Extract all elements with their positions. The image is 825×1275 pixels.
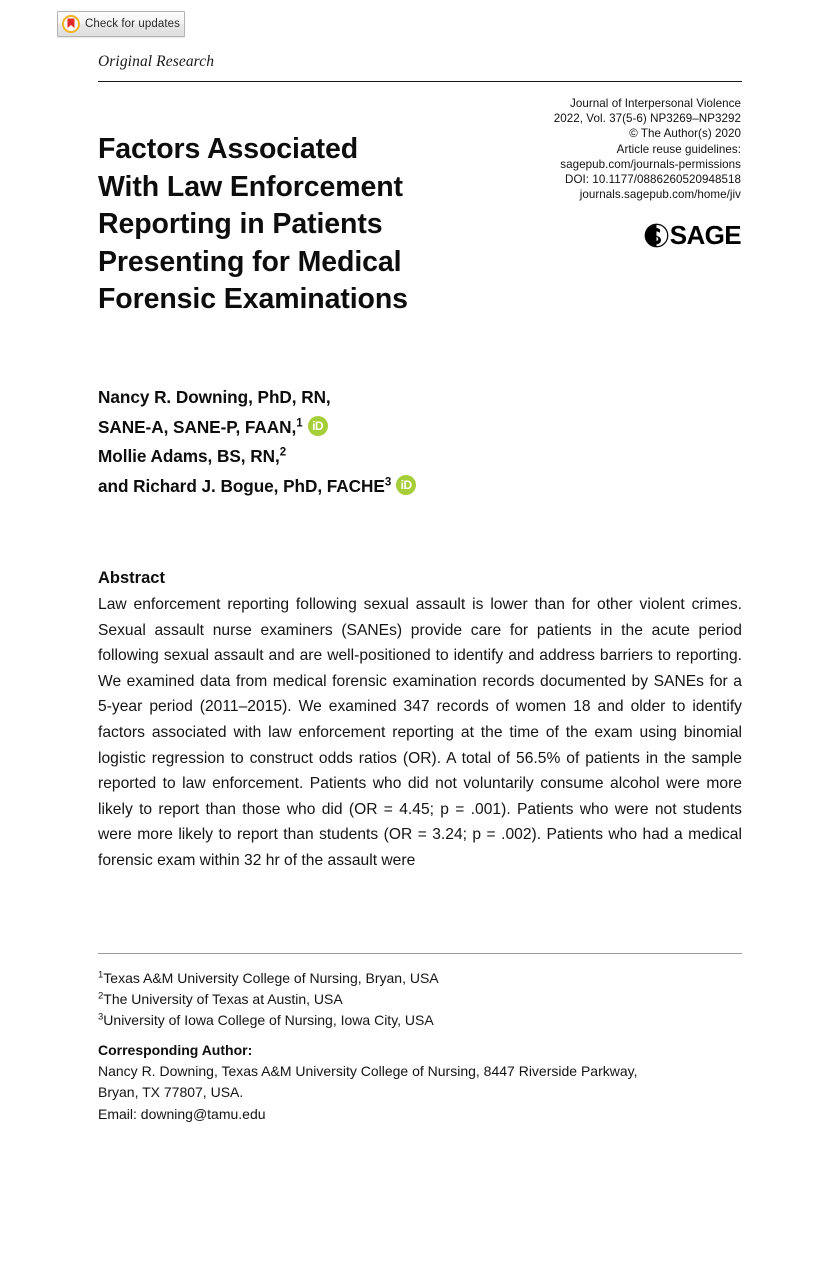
author-line-3 — [98, 442, 698, 472]
permissions-link[interactable]: sagepub.com/journals-permissions — [560, 157, 741, 171]
affiliation-text-1: Texas A&M University College of Nursing, Bryan, USA — [103, 970, 439, 986]
author-name-adams: Mollie Adams, BS, RN, — [98, 446, 280, 466]
author-line-2 — [98, 413, 698, 443]
header-divider — [98, 81, 742, 82]
affiliation-marker-3: 3 — [384, 475, 392, 488]
corresponding-author-line-1: Nancy R. Downing, Texas A&M University College of Nursing, 8447 Riverside Parkway, — [98, 1063, 638, 1079]
title-line-4: Presenting for Medical — [98, 245, 402, 278]
author-name-bogue: and Richard J. Bogue, PhD, FACHE — [98, 475, 385, 496]
author-line-1 — [98, 383, 698, 413]
crossmark-icon — [62, 15, 80, 33]
corresponding-author-address — [98, 1061, 742, 1103]
affiliation-text-3: University of Iowa College of Nursing, Iowa City, USA — [103, 1011, 434, 1028]
abstract-text: Law enforcement reporting following sexual assault is lower than for other violent crimes. Sexual assault nurse examiners (SANEs) provide care for patients in the acute period following sexual assault and are well-positioned to identify and address barriers to reporting. We examined data from medical forensic examination records documented by SANEs for a 5-year period (2011–2015). We examined 347 records of women 18 and older to identify factors associated with law enforcement reporting at the time of the exam using binomial logistic regression to construct odds ratios (OR). A total of 56.5% of patients in the sample reported to law enforcement. Patients who did not voluntarily consume alcohol were more likely to report than those who did (OR = 4.45; p = .001). Patients who were not students were more likely to report than students (OR = 3.24; p = .002). Patients who had a medical forensic exam within 32 hr of the assault were — [98, 596, 742, 869]
journal-volume-pages: 2022, Vol. 37(5-6) NP3269–NP3292 — [553, 112, 741, 126]
title-line-3: Reporting in Patients — [98, 208, 383, 241]
title-line-5: Forensic Examinations — [98, 283, 408, 316]
check-for-updates-button[interactable] — [57, 11, 185, 37]
title-line-1: Factors Associated — [98, 133, 359, 166]
author-name-downing: Nancy R. Downing, PhD, RN, — [98, 387, 331, 407]
affiliation-sup-2: 2 — [98, 990, 104, 1002]
sage-publisher-logo — [644, 222, 741, 248]
corresponding-author-email[interactable]: Email: downing@tamu.edu — [98, 1106, 266, 1122]
affiliation-item — [98, 968, 742, 989]
check-for-updates-label: Check for updates — [85, 17, 181, 30]
affiliation-marker-2: 2 — [279, 446, 287, 459]
corresponding-author-line-2: Bryan, TX 77807, USA. — [98, 1083, 244, 1100]
journal-home-link[interactable]: journals.sagepub.com/home/jiv — [579, 188, 741, 202]
footnote-divider — [98, 953, 742, 954]
orcid-icon-downing[interactable] — [308, 416, 328, 436]
page-title — [98, 131, 518, 319]
orcid-label: iD — [312, 418, 324, 433]
sage-wordmark: SAGE — [669, 220, 741, 250]
journal-name: Journal of Interpersonal Violence — [570, 97, 741, 110]
affiliation-list — [98, 968, 742, 1030]
author-list — [98, 383, 698, 501]
affiliation-sup-3: 3 — [98, 1010, 104, 1022]
affiliation-sup-1: 1 — [98, 969, 104, 981]
title-line-2: With Law Enforcement — [98, 170, 403, 203]
author-line-4 — [98, 472, 698, 502]
corresponding-author-heading: Corresponding Author: — [98, 1042, 253, 1058]
orcid-label: iD — [400, 477, 412, 492]
article-type-running-head: Original Research — [98, 53, 215, 70]
sage-mark-icon — [644, 223, 669, 248]
affiliation-item — [98, 989, 742, 1010]
orcid-icon-bogue[interactable] — [396, 475, 416, 495]
article-reuse-label: Article reuse guidelines: — [616, 142, 741, 156]
affiliation-text-2: The University of Texas at Austin, USA — [103, 990, 343, 1007]
doi-text[interactable]: DOI: 10.1177/0886260520948518 — [565, 173, 741, 187]
author-credentials-downing: SANE-A, SANE-P, FAAN, — [98, 416, 297, 437]
affiliation-item — [98, 1010, 742, 1031]
affiliation-marker-1: 1 — [296, 416, 303, 429]
copyright-notice: © The Author(s) 2020 — [629, 127, 741, 141]
abstract-heading: Abstract — [98, 569, 165, 587]
